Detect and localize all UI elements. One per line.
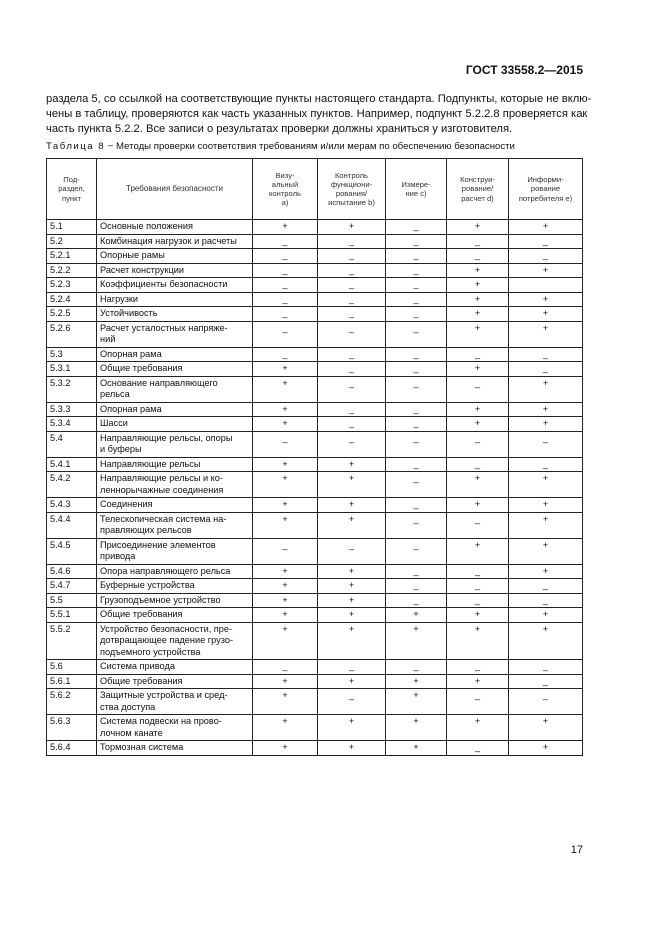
row-mark-user-info: +	[509, 263, 583, 278]
row-mark-visual-control: _	[253, 307, 318, 322]
row-subsection: 5.5.2	[47, 622, 97, 660]
row-requirement: Устойчивость	[97, 307, 253, 322]
row-subsection: 5.5	[47, 593, 97, 608]
row-mark-measurement: _	[386, 307, 447, 322]
row-mark-visual-control: +	[253, 622, 318, 660]
row-mark-function-test: _	[318, 307, 386, 322]
row-mark-measurement: _	[386, 564, 447, 579]
row-subsection: 5.2.4	[47, 292, 97, 307]
row-mark-user-info: +	[509, 498, 583, 513]
row-requirement: Направляющие рельсы	[97, 457, 253, 472]
row-mark-function-test: _	[318, 278, 386, 293]
row-mark-measurement: _	[386, 538, 447, 564]
row-mark-design-calc: _	[447, 564, 509, 579]
row-subsection: 5.4.1	[47, 457, 97, 472]
row-mark-design-calc: _	[447, 431, 509, 457]
table-row	[47, 674, 583, 689]
row-mark-visual-control: _	[253, 321, 318, 347]
row-mark-user-info: _	[509, 234, 583, 249]
row-mark-user-info: +	[509, 321, 583, 347]
row-requirement: Основание направляющего рельса	[97, 376, 253, 402]
row-subsection: 5.4.7	[47, 579, 97, 594]
row-mark-visual-control: _	[253, 660, 318, 675]
row-mark-visual-control: +	[253, 472, 318, 498]
row-mark-user-info: _	[509, 689, 583, 715]
row-mark-design-calc: +	[447, 278, 509, 293]
row-mark-design-calc: _	[447, 347, 509, 362]
row-mark-design-calc: +	[447, 538, 509, 564]
row-requirement: Присоединение элементов привода	[97, 538, 253, 564]
row-mark-user-info: +	[509, 220, 583, 235]
row-mark-design-calc: _	[447, 689, 509, 715]
row-mark-measurement: _	[386, 417, 447, 432]
table-row	[47, 234, 583, 249]
row-mark-measurement: _	[386, 376, 447, 402]
row-mark-visual-control: +	[253, 512, 318, 538]
row-mark-design-calc: +	[447, 498, 509, 513]
row-mark-function-test: +	[318, 622, 386, 660]
row-mark-function-test: _	[318, 689, 386, 715]
row-mark-function-test: +	[318, 512, 386, 538]
intro-line: часть пункта 5.2.2. Все записи о результатах проверки должны храниться у изготовителя.	[46, 123, 513, 135]
header-subsection: Под- раздел, пункт	[47, 159, 97, 220]
row-mark-visual-control: _	[253, 249, 318, 264]
row-mark-user-info: _	[509, 674, 583, 689]
row-mark-visual-control: +	[253, 741, 318, 756]
row-mark-user-info: _	[509, 457, 583, 472]
row-mark-function-test: _	[318, 376, 386, 402]
row-mark-visual-control: +	[253, 220, 318, 235]
row-subsection: 5.6.4	[47, 741, 97, 756]
table-header-row	[47, 159, 583, 220]
row-mark-measurement: _	[386, 278, 447, 293]
row-requirement: Расчет конструкции	[97, 263, 253, 278]
row-mark-design-calc: +	[447, 715, 509, 741]
row-subsection: 5.4.4	[47, 512, 97, 538]
header-user-info: Информи- рование потребителя e)	[509, 159, 583, 220]
header-measurement: Измере- ние c)	[386, 159, 447, 220]
verification-methods-table	[46, 158, 583, 756]
row-mark-function-test: _	[318, 249, 386, 264]
row-requirement: Общие требования	[97, 362, 253, 377]
table-row	[47, 307, 583, 322]
row-subsection: 5.3.4	[47, 417, 97, 432]
row-subsection: 5.3	[47, 347, 97, 362]
row-mark-user-info: _	[509, 660, 583, 675]
row-mark-measurement: _	[386, 457, 447, 472]
row-subsection: 5.6.1	[47, 674, 97, 689]
row-mark-design-calc: _	[447, 249, 509, 264]
row-mark-function-test: +	[318, 472, 386, 498]
row-requirement: Комбинация нагрузок и расчеты	[97, 234, 253, 249]
row-mark-function-test: +	[318, 741, 386, 756]
row-subsection: 5.2.3	[47, 278, 97, 293]
row-mark-user-info: _	[509, 347, 583, 362]
table-caption	[46, 141, 515, 152]
row-subsection: 5.6.2	[47, 689, 97, 715]
row-subsection: 5.1	[47, 220, 97, 235]
row-subsection: 5.4.2	[47, 472, 97, 498]
table-row	[47, 741, 583, 756]
row-mark-visual-control: _	[253, 431, 318, 457]
row-mark-user-info: +	[509, 376, 583, 402]
row-mark-measurement: _	[386, 660, 447, 675]
row-mark-visual-control: _	[253, 347, 318, 362]
row-mark-function-test: _	[318, 263, 386, 278]
row-mark-function-test: _	[318, 417, 386, 432]
row-mark-function-test: +	[318, 498, 386, 513]
row-mark-user-info: +	[509, 715, 583, 741]
table-body	[47, 220, 583, 756]
row-mark-design-calc: +	[447, 674, 509, 689]
row-mark-visual-control: +	[253, 376, 318, 402]
row-subsection: 5.4.5	[47, 538, 97, 564]
row-mark-visual-control: +	[253, 579, 318, 594]
row-mark-visual-control: _	[253, 263, 318, 278]
row-requirement: Расчет усталостных напряже- ний	[97, 321, 253, 347]
row-requirement: Соединения	[97, 498, 253, 513]
row-mark-visual-control: _	[253, 538, 318, 564]
row-mark-user-info: +	[509, 564, 583, 579]
row-subsection: 5.3.3	[47, 402, 97, 417]
row-mark-visual-control: _	[253, 292, 318, 307]
row-requirement: Телескопическая система на- правляющих рельсов	[97, 512, 253, 538]
row-requirement: Коэффициенты безопасности	[97, 278, 253, 293]
row-mark-user-info	[509, 278, 583, 293]
row-requirement: Устройство безопасности, пре- дотвращающее падение грузо- подъемного устройства	[97, 622, 253, 660]
row-mark-design-calc: +	[447, 472, 509, 498]
row-requirement: Шасси	[97, 417, 253, 432]
row-mark-user-info: _	[509, 593, 583, 608]
row-subsection: 5.3.1	[47, 362, 97, 377]
row-subsection: 5.5.1	[47, 608, 97, 623]
row-mark-measurement: _	[386, 431, 447, 457]
table-row	[47, 220, 583, 235]
table-row	[47, 593, 583, 608]
table-row	[47, 321, 583, 347]
table-row	[47, 402, 583, 417]
row-subsection: 5.2.2	[47, 263, 97, 278]
row-mark-design-calc: +	[447, 362, 509, 377]
row-mark-function-test: +	[318, 457, 386, 472]
row-subsection: 5.3.2	[47, 376, 97, 402]
header-safety-requirements: Требования безопасности	[97, 159, 253, 220]
row-mark-measurement: _	[386, 292, 447, 307]
table-row	[47, 472, 583, 498]
row-mark-visual-control: +	[253, 689, 318, 715]
row-mark-user-info: +	[509, 741, 583, 756]
row-subsection: 5.2	[47, 234, 97, 249]
row-requirement: Направляющие рельсы, опоры и буферы	[97, 431, 253, 457]
row-subsection: 5.4	[47, 431, 97, 457]
row-mark-user-info: +	[509, 512, 583, 538]
table-row	[47, 417, 583, 432]
row-mark-design-calc: +	[447, 321, 509, 347]
table-caption-text: − Методы проверки соответствия требованиям и/или мерам по обеспечению безопасности	[105, 141, 515, 152]
row-mark-measurement: _	[386, 249, 447, 264]
table-row	[47, 689, 583, 715]
row-mark-user-info: _	[509, 249, 583, 264]
row-mark-function-test: _	[318, 538, 386, 564]
row-mark-user-info: _	[509, 579, 583, 594]
document-number: ГОСТ 33558.2—2015	[465, 63, 583, 77]
row-mark-user-info: +	[509, 307, 583, 322]
table-row	[47, 622, 583, 660]
row-mark-measurement: _	[386, 347, 447, 362]
intro-paragraph	[46, 92, 592, 137]
table-row	[47, 376, 583, 402]
row-mark-visual-control: +	[253, 498, 318, 513]
row-mark-visual-control: _	[253, 278, 318, 293]
row-requirement: Грузоподъемное устройство	[97, 593, 253, 608]
table-row	[47, 538, 583, 564]
row-mark-visual-control: +	[253, 593, 318, 608]
row-requirement: Опора направляющего рельса	[97, 564, 253, 579]
table-row	[47, 660, 583, 675]
table-row	[47, 249, 583, 264]
row-mark-visual-control: +	[253, 715, 318, 741]
row-mark-function-test: _	[318, 402, 386, 417]
row-mark-measurement: _	[386, 362, 447, 377]
table-row	[47, 292, 583, 307]
intro-line: раздела 5, со ссылкой на соответствующие пункты настоящего стандарта. Подпункты, которые не вклю-	[46, 93, 592, 105]
row-mark-visual-control: +	[253, 564, 318, 579]
row-requirement: Система привода	[97, 660, 253, 675]
row-requirement: Тормозная система	[97, 741, 253, 756]
row-mark-visual-control: +	[253, 417, 318, 432]
table-row	[47, 457, 583, 472]
row-mark-function-test: +	[318, 220, 386, 235]
row-mark-design-calc: _	[447, 579, 509, 594]
row-mark-visual-control: +	[253, 674, 318, 689]
row-mark-measurement: _	[386, 402, 447, 417]
row-requirement: Буферные устройства	[97, 579, 253, 594]
row-mark-function-test: _	[318, 292, 386, 307]
row-mark-function-test: +	[318, 579, 386, 594]
row-mark-user-info: +	[509, 402, 583, 417]
table-row	[47, 564, 583, 579]
row-subsection: 5.6.3	[47, 715, 97, 741]
row-subsection: 5.6	[47, 660, 97, 675]
row-requirement: Нагрузки	[97, 292, 253, 307]
row-requirement: Защитные устройства и сред- ства доступа	[97, 689, 253, 715]
row-mark-function-test: _	[318, 347, 386, 362]
intro-line: чены в таблицу, проверяются как часть указанных пунктов. Например, подпункт 5.2.2.8 проверяется как	[46, 108, 588, 120]
header-visual-control: Визу- альный контроль a)	[253, 159, 318, 220]
row-mark-measurement: +	[386, 715, 447, 741]
row-mark-function-test: +	[318, 564, 386, 579]
row-requirement: Общие требования	[97, 608, 253, 623]
row-mark-user-info: +	[509, 292, 583, 307]
row-mark-user-info: +	[509, 538, 583, 564]
row-mark-visual-control: _	[253, 234, 318, 249]
row-requirement: Общие требования	[97, 674, 253, 689]
row-mark-visual-control: +	[253, 402, 318, 417]
row-mark-measurement: +	[386, 741, 447, 756]
row-mark-function-test: +	[318, 715, 386, 741]
row-mark-measurement: _	[386, 321, 447, 347]
row-requirement: Опорные рамы	[97, 249, 253, 264]
row-mark-design-calc: +	[447, 417, 509, 432]
row-mark-design-calc: _	[447, 512, 509, 538]
row-mark-function-test: _	[318, 234, 386, 249]
row-mark-user-info: +	[509, 417, 583, 432]
row-mark-user-info: _	[509, 362, 583, 377]
table-row	[47, 498, 583, 513]
row-mark-design-calc: +	[447, 307, 509, 322]
row-mark-function-test: _	[318, 362, 386, 377]
header-design-calc: Конструи- рование/ расчет d)	[447, 159, 509, 220]
row-mark-design-calc: +	[447, 622, 509, 660]
row-mark-design-calc: _	[447, 593, 509, 608]
row-mark-measurement: _	[386, 498, 447, 513]
row-mark-design-calc: _	[447, 457, 509, 472]
row-mark-design-calc: _	[447, 741, 509, 756]
row-mark-design-calc: +	[447, 292, 509, 307]
row-mark-measurement: +	[386, 689, 447, 715]
table-row	[47, 347, 583, 362]
row-mark-measurement: +	[386, 622, 447, 660]
table-row	[47, 512, 583, 538]
row-mark-function-test: _	[318, 321, 386, 347]
row-requirement: Опорная рама	[97, 402, 253, 417]
row-subsection: 5.4.3	[47, 498, 97, 513]
row-mark-measurement: _	[386, 593, 447, 608]
table-row	[47, 608, 583, 623]
row-mark-user-info: +	[509, 608, 583, 623]
row-mark-function-test: +	[318, 608, 386, 623]
row-mark-visual-control: +	[253, 457, 318, 472]
row-mark-measurement: +	[386, 674, 447, 689]
row-mark-design-calc: _	[447, 234, 509, 249]
row-subsection: 5.2.5	[47, 307, 97, 322]
row-subsection: 5.2.1	[47, 249, 97, 264]
table-row	[47, 362, 583, 377]
header-function-test: Контроль функциони- рования/ испытание b)	[318, 159, 386, 220]
table-row	[47, 431, 583, 457]
table-caption-label: Таблица 8	[46, 141, 106, 152]
row-requirement: Опорная рама	[97, 347, 253, 362]
row-mark-function-test: _	[318, 660, 386, 675]
row-requirement: Основные положения	[97, 220, 253, 235]
row-mark-function-test: +	[318, 674, 386, 689]
table-row	[47, 263, 583, 278]
row-subsection: 5.2.6	[47, 321, 97, 347]
row-mark-measurement: _	[386, 512, 447, 538]
row-mark-design-calc: _	[447, 376, 509, 402]
row-mark-measurement: _	[386, 472, 447, 498]
page-number: 17	[570, 844, 583, 856]
row-subsection: 5.4.6	[47, 564, 97, 579]
row-mark-measurement: _	[386, 263, 447, 278]
row-mark-design-calc: +	[447, 402, 509, 417]
row-mark-design-calc: +	[447, 220, 509, 235]
row-mark-measurement: _	[386, 220, 447, 235]
table-row	[47, 715, 583, 741]
row-mark-design-calc: +	[447, 263, 509, 278]
table-row	[47, 579, 583, 594]
row-mark-design-calc: _	[447, 660, 509, 675]
row-mark-design-calc: +	[447, 608, 509, 623]
row-mark-measurement: _	[386, 234, 447, 249]
row-mark-user-info: +	[509, 472, 583, 498]
row-requirement: Направляющие рельсы и ко- леннорычажные соединения	[97, 472, 253, 498]
row-mark-function-test: _	[318, 431, 386, 457]
row-mark-user-info: _	[509, 431, 583, 457]
table-row	[47, 278, 583, 293]
row-mark-measurement: _	[386, 579, 447, 594]
row-mark-function-test: +	[318, 593, 386, 608]
row-requirement: Система подвески на прово- лочном канате	[97, 715, 253, 741]
row-mark-measurement: +	[386, 608, 447, 623]
row-mark-user-info: +	[509, 622, 583, 660]
row-mark-visual-control: +	[253, 362, 318, 377]
row-mark-visual-control: +	[253, 608, 318, 623]
